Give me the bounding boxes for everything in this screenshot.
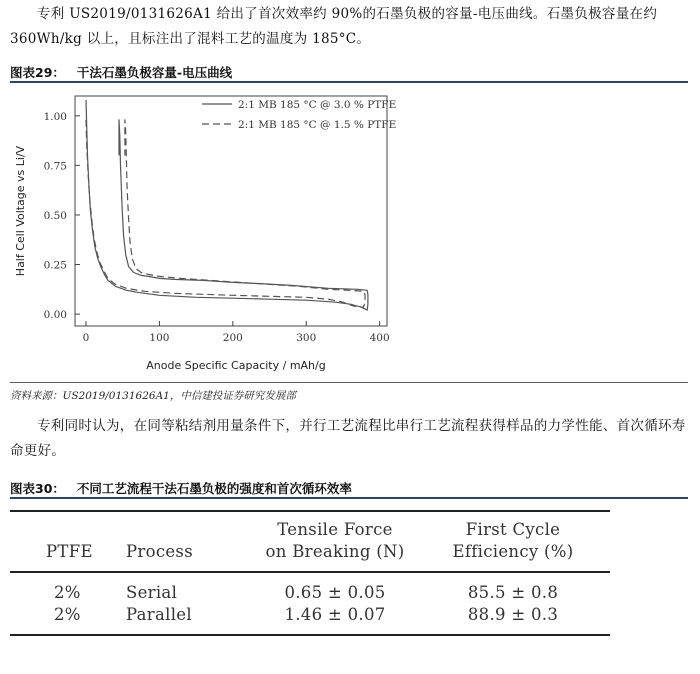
x-tick-label: 400	[369, 332, 390, 344]
row1-tensile: 0.65 ± 0.05	[284, 583, 386, 602]
y-tick-label: 0.25	[43, 259, 67, 272]
header-process: Process	[126, 542, 193, 561]
header-tensile-line1: Tensile Force	[277, 520, 393, 539]
table-bottom-rule	[10, 634, 610, 636]
table-header-rule	[10, 571, 610, 573]
y-tick-label: 1.00	[43, 110, 67, 123]
header-efficiency-line2: Efficiency (%)	[452, 542, 574, 561]
y-tick-label: 0.50	[43, 209, 67, 222]
row2-process: Parallel	[126, 605, 192, 624]
figure-29-title	[10, 63, 232, 81]
row2-efficiency: 88.9 ± 0.3	[467, 605, 559, 624]
x-tick-label: 200	[222, 332, 243, 344]
figure-29-number: 图表29：	[10, 65, 65, 80]
figure-29-source: 资料来源：US2019/0131626A1，中信建投证券研究发展部	[10, 390, 296, 402]
row1-ptfe: 2%	[54, 583, 81, 602]
series-line-2	[86, 120, 365, 307]
figure-30-caption: 不同工艺流程干法石墨负极的强度和首次循环效率	[76, 481, 352, 496]
figure-30-title	[10, 479, 352, 497]
x-tick-label: 0	[82, 332, 90, 344]
row1-efficiency: 85.5 ± 0.8	[467, 583, 559, 602]
second-paragraph: 专利同时认为，在同等粘结剂用量条件下，并行工艺流程比串行工艺流程获得样品的力学性能、首次循环寿命更好。	[10, 418, 686, 459]
legend-label-1: 2:1 MB 185 °C @ 3.0 % PTFE	[238, 99, 397, 111]
chart-svg	[10, 86, 688, 376]
figure-30-top-rule	[10, 497, 688, 499]
x-tick-label: 300	[296, 332, 317, 344]
row1-process: Serial	[126, 583, 178, 602]
figure-29-top-rule	[10, 81, 688, 83]
figure-30-number: 图表30：	[10, 481, 65, 496]
x-tick-label: 100	[149, 332, 170, 344]
header-efficiency-line1: First Cycle	[465, 520, 561, 539]
y-tick-label: 0.00	[43, 309, 67, 322]
y-tick-label: 0.75	[43, 160, 67, 173]
results-table	[10, 508, 610, 640]
row2-ptfe: 2%	[54, 605, 81, 624]
y-axis-label: Half Cell Voltage vs Li/V	[14, 145, 27, 277]
header-ptfe: PTFE	[46, 542, 93, 561]
figure-29-caption: 干法石墨负极容量-电压曲线	[76, 65, 233, 80]
header-tensile-line2: on Breaking (N)	[265, 542, 405, 561]
table-top-rule	[10, 510, 610, 512]
figure-29-bottom-rule	[10, 382, 688, 383]
x-axis-label: Anode Specific Capacity / mAh/g	[146, 359, 326, 372]
intro-paragraph: 专利 US2019/0131626A1 给出了首次效率约 90%的石墨负极的容量-电压曲线。石墨负极容量在约 360Wh/kg 以上，且标注出了混料工艺的温度为 185°C。	[10, 6, 658, 47]
row2-tensile: 1.46 ± 0.07	[284, 605, 386, 624]
capacity-voltage-chart	[10, 86, 688, 376]
legend-label-2: 2:1 MB 185 °C @ 1.5 % PTFE	[238, 119, 397, 131]
